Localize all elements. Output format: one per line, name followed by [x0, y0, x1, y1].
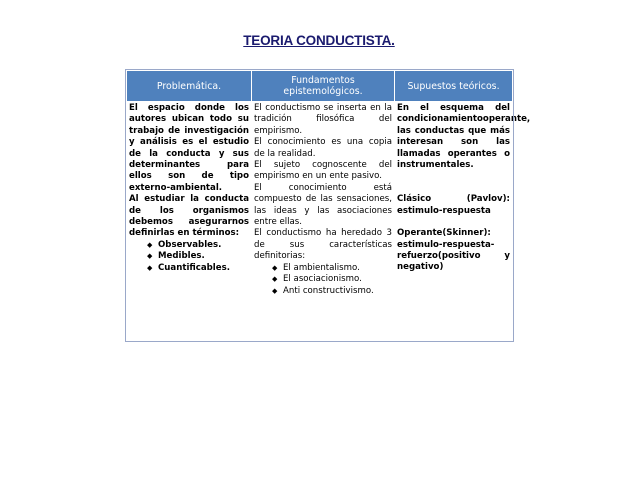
- theory-table: [126, 70, 531, 341]
- cell-problematica: [127, 102, 252, 341]
- table-header-row: [127, 71, 513, 102]
- header-problematica: Problemática.: [127, 71, 252, 102]
- list-item: ◆ El asociacionismo.: [272, 274, 362, 285]
- page-title: TEORIA CONDUCTISTA.: [243, 33, 395, 48]
- list-item: ◆ Anti constructivismo.: [272, 285, 374, 296]
- diamond-bullet-icon: ◆: [147, 252, 153, 261]
- fundamentos-paragraph: El conductismo se inserta en la tradición filosófica del empirismo.: [254, 103, 392, 136]
- fundamentos-paragraph: El sujeto cognoscente del empirismo en un ente pasivo.: [254, 160, 392, 182]
- problematica-paragraph: El espacio donde los autores ubican todo su trabajo de investigación y análisis es el estudio de la conducta y sus determinantes para ellos son de tipo externo-ambiental.: [129, 103, 249, 193]
- cell-supuestos: [395, 102, 531, 341]
- list-item: ◆ Medibles.: [147, 251, 205, 262]
- table-row: [127, 102, 513, 341]
- fundamentos-list: [254, 263, 392, 297]
- fundamentos-paragraph: El conocimiento es una copia de la realidad.: [254, 137, 392, 159]
- fundamentos-paragraph: El conocimiento está compuesto de las sensaciones, las ideas y las asociaciones entre ellas.: [254, 182, 392, 228]
- supuestos-paragraph: Clásico (Pavlov): estimulo-respuesta: [397, 194, 510, 216]
- problematica-paragraph: Al estudiar la conducta de los organismos debemos asegurarnos definirlas en términos:: [129, 194, 249, 239]
- list-item: ◆ Observables.: [147, 239, 222, 250]
- list-item: ◆ El ambientalismo.: [272, 262, 360, 273]
- problematica-list: [129, 240, 249, 274]
- diamond-bullet-icon: ◆: [272, 263, 278, 272]
- diamond-bullet-icon: ◆: [272, 286, 278, 295]
- diamond-bullet-icon: ◆: [147, 240, 153, 249]
- list-item: ◆ Cuantificables.: [147, 262, 230, 273]
- supuestos-paragraph: En el esquema del condicionamientooperante, las conductas que más interesan son las llamadas operantes o instrumentales.: [397, 103, 531, 171]
- fundamentos-paragraph: El conductismo ha heredado 3 de sus características definitorias:: [254, 228, 392, 262]
- cell-fundamentos: [252, 102, 395, 341]
- supuestos-paragraph: Operante(Skinner): estimulo-respuesta-refuerzo(positivo y negativo): [397, 228, 510, 273]
- diamond-bullet-icon: ◆: [272, 275, 278, 284]
- diamond-bullet-icon: ◆: [147, 263, 153, 272]
- header-fundamentos: Fundamentos epistemológicos.: [252, 71, 395, 102]
- header-supuestos: Supuestos teóricos.: [395, 71, 513, 102]
